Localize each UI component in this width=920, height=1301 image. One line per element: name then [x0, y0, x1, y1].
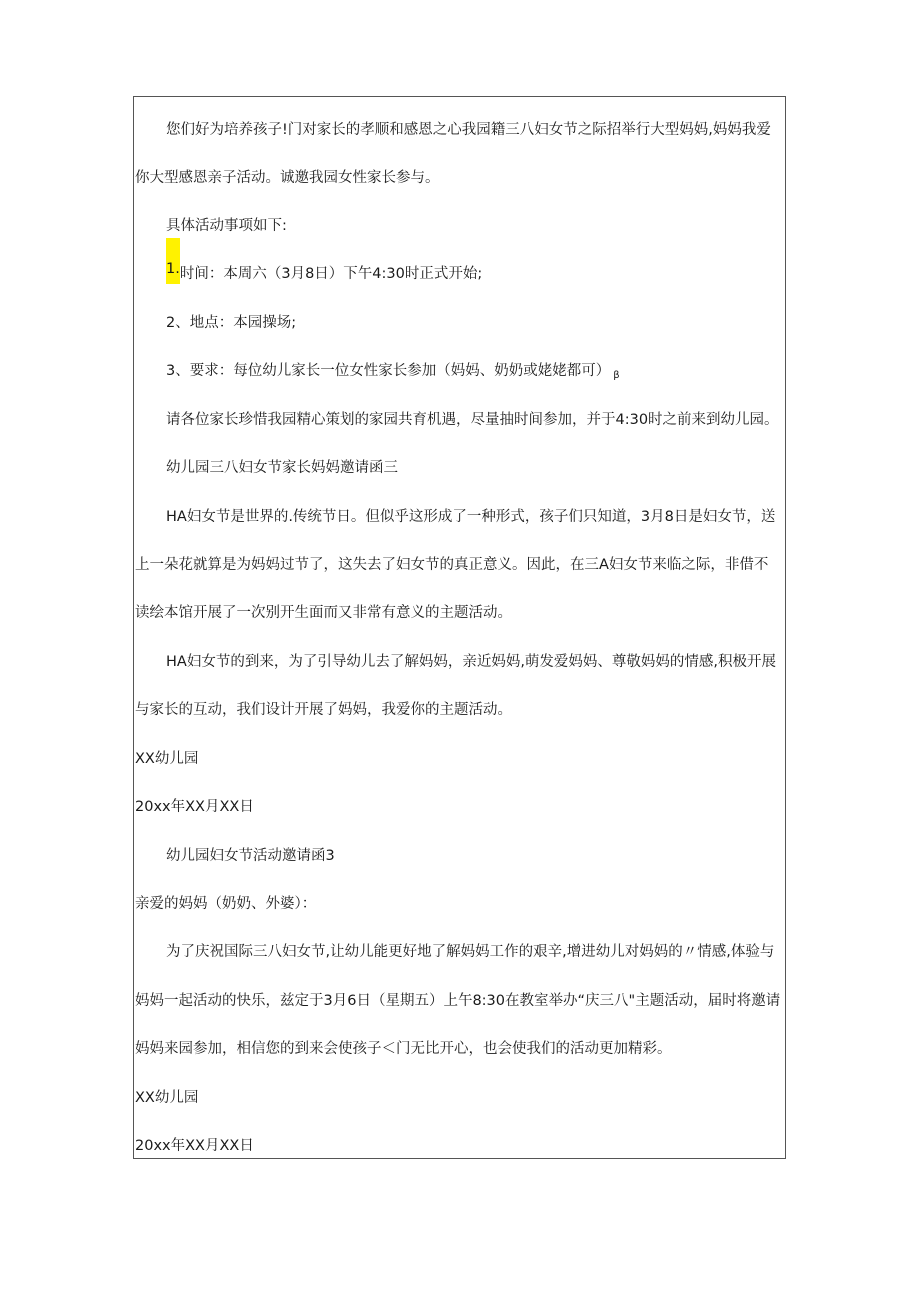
paragraph-4-line-1: HA妇女节的到来，为了引导幼儿去了解妈妈，亲近妈妈,萌发爱妈妈、尊敬妈妈的情感,积极开展 [166, 654, 777, 670]
item-1-text: 时间：本周六（3月8日）下午4:30时正式开始; [179, 266, 483, 282]
paragraph-4-line-2: 与家长的互动，我们设计开展了妈妈，我爱你的主题活动。 [135, 702, 512, 718]
paragraph-2: 请各位家长珍惜我园精心策划的家园共育机遇，尽量抽时间参加，并于4:30时之前来到幼儿园。 [166, 412, 779, 428]
heading-2: 幼儿园三八妇女节家长妈妈邀请函三 [166, 460, 398, 476]
paragraph-5-line-1: 为了庆祝国际三八妇女节,让幼儿能更好地了解妈妈工作的艰辛,增进幼儿对妈妈的〃情感,体验与 [166, 944, 775, 960]
items-intro: 具体活动事项如下: [166, 218, 287, 234]
item-2: 2、地点：本园操场; [166, 315, 297, 331]
item-3-mark: β [613, 370, 620, 381]
paragraph-1-line-2: 你大型感恩亲子活动。诚邀我园女性家长参与。 [135, 170, 440, 186]
paragraph-1-line-1: 您们好为培养孩子!门对家长的孝顺和感恩之心我园籍三八妇女节之际招举行大型妈妈,妈妈我爱 [166, 122, 771, 138]
paragraph-3-line-1: HA妇女节是世界的.传统节日。但似乎这形成了一种形式，孩子们只知道，3月8日是妇女节，送 [166, 509, 776, 525]
signature-2-org: XX幼儿园 [135, 1090, 199, 1106]
item-3-text: 3、要求：每位幼儿家长一位女性家长参加（妈妈、奶奶或姥姥都可） [166, 363, 611, 379]
item-3 [166, 361, 785, 386]
signature-1-org: XX幼儿园 [135, 751, 199, 767]
item-1 [166, 261, 785, 284]
item-1-highlight: 1. [166, 238, 180, 284]
signature-2-date: 20xx年XX月XX日 [135, 1138, 254, 1154]
salutation: 亲爱的妈妈（奶奶、外婆）： [135, 896, 317, 912]
paragraph-3-line-2: 上一朵花就算是为妈妈过节了，这失去了妇女节的真正意义。因此，在三A妇女节来临之际，非借不 [135, 557, 769, 573]
heading-3: 幼儿园妇女节活动邀请函3 [166, 848, 335, 864]
paragraph-5-line-3: 妈妈来园参加，相信您的到来会使孩子＜门无比开心，也会使我们的活动更加精彩。 [135, 1041, 672, 1057]
paragraph-5-line-2: 妈妈一起活动的快乐，兹定于3月6日（星期五）上午8:30在教室举办“庆三八"主题活动，届时将邀请 [135, 993, 781, 1009]
signature-1-date: 20xx年XX月XX日 [135, 799, 254, 815]
paragraph-3-line-3: 读绘本馆开展了一次别开生面而又非常有意义的主题活动。 [135, 605, 512, 621]
